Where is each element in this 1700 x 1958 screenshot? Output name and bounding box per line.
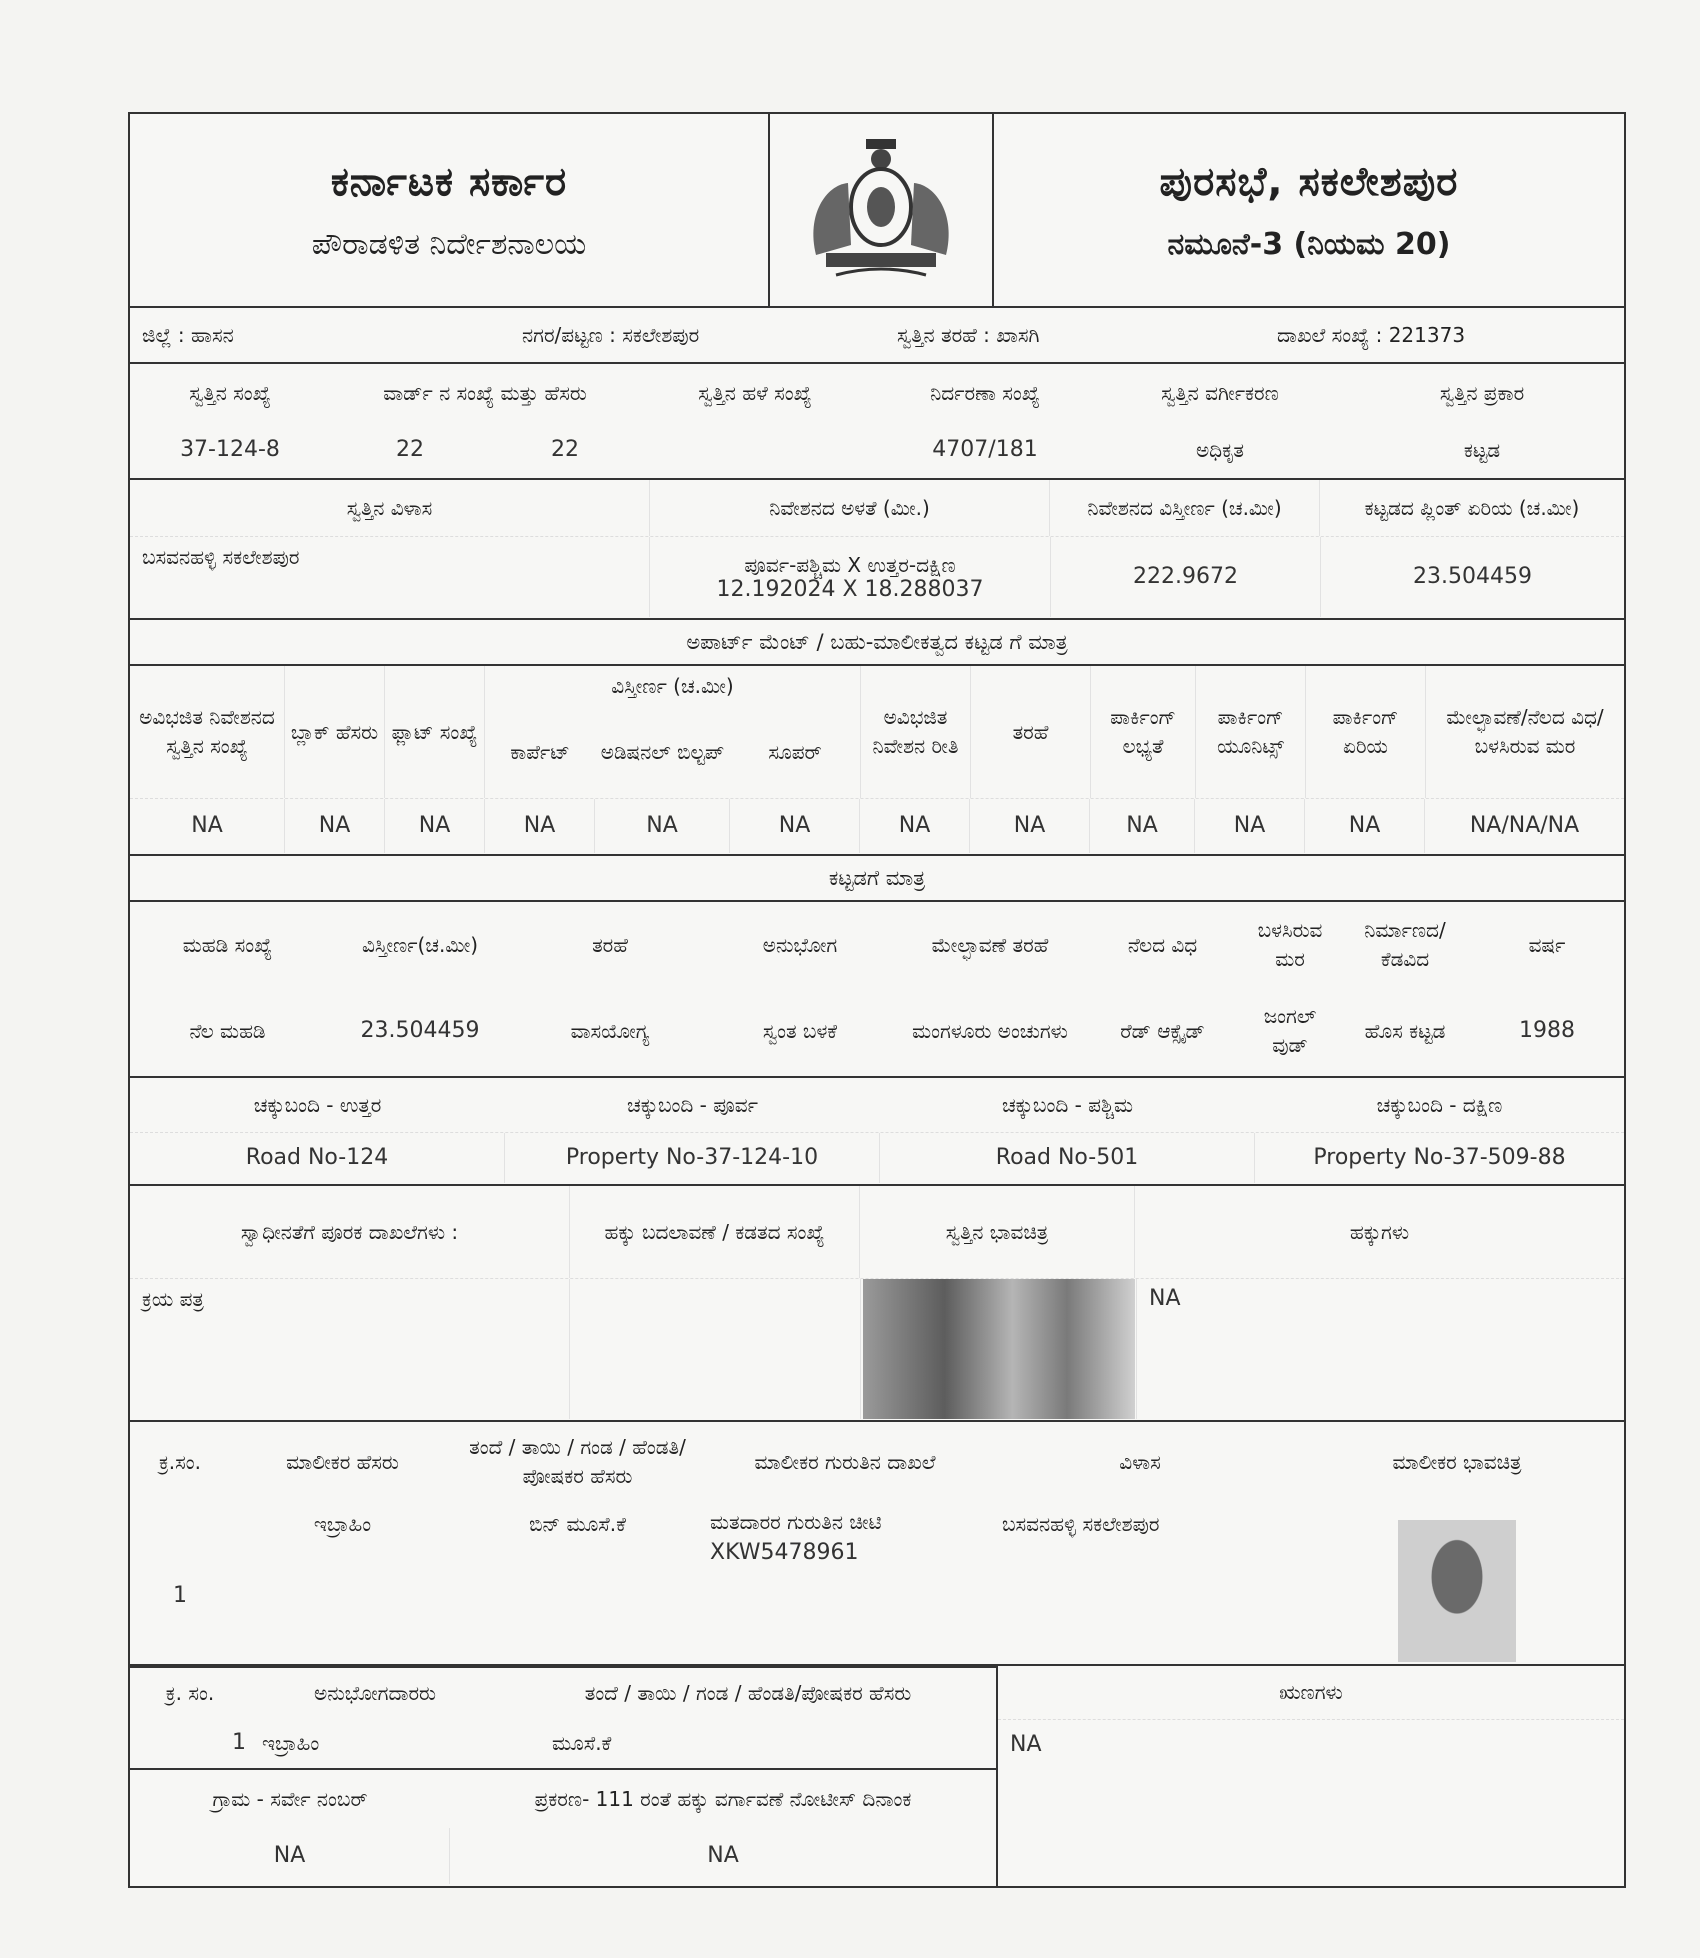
- h-north: ಚಕ್ಕುಬಂದಿ - ಉತ್ತರ: [253, 1092, 382, 1117]
- h-mutation-no: ಹಕ್ಕು ಬದಲಾವಣೆ / ಕಡತದ ಸಂಖ್ಯೆ: [570, 1186, 860, 1278]
- h-old-no: ಸ್ವತ್ತಿನ ಹಳೆ ಸಂಖ್ಯೆ: [698, 380, 812, 405]
- owner-id-type: ಮತದಾರರ ಗುರುತಿನ ಚೀಟಿ: [710, 1510, 882, 1534]
- emblem-box: [770, 114, 994, 306]
- old-no: [640, 422, 870, 478]
- municipality-title: ಪುರಸಭೆ, ಸಕಲೇಶಪುರ: [1159, 158, 1459, 205]
- form-number: ನಮೂನೆ-3 (ನಿಯಮ 20): [1167, 226, 1451, 262]
- h-apt-type: ತರಹೆ: [971, 666, 1091, 798]
- govt-title: ಕರ್ನಾಟಕ ಸರ್ಕಾರ: [330, 158, 568, 205]
- apt-value: NA: [1195, 799, 1305, 853]
- survey-section: [128, 1770, 998, 1888]
- h-floor-type: ನೆಲದ ವಿಧ: [1127, 932, 1198, 957]
- apartment-title: ಅಪಾರ್ಟ್ ಮೆಂಟ್ / ಬಹು-ಮಾಲೀಕತ್ವದ ಕಟ್ಟಡ ಗೆ ಮಾತ್ರ: [686, 629, 1068, 654]
- h-owner-parent: ತಂದೆ / ತಾಯಿ / ಗಂಡ / ಹೆಂಡತಿ/ಪೋಷಕರ ಹೆಸರು: [469, 1435, 686, 1488]
- floor-area: 23.504459: [360, 1018, 480, 1044]
- h-carpet: ಕಾರ್ಪೆಟ್: [510, 739, 570, 764]
- h-owner-address: ವಿಳಾಸ: [1119, 1449, 1161, 1474]
- h-block: ಬ್ಲಾಕ್ ಹೆಸರು: [285, 666, 385, 798]
- h-ward: ವಾರ್ಡ್ ನ ಸಂಖ್ಯೆ ಮತ್ತು ಹೆಸರು: [383, 380, 587, 405]
- loans-section: [998, 1666, 1626, 1888]
- floor-type: ರೆಡ್ ಆಕ್ಸೈಡ್: [1120, 1018, 1205, 1043]
- dimension-value: 12.192024 X 18.288037: [716, 576, 984, 602]
- wood: ಜಂಗಲ್ ವುಡ್: [1263, 1004, 1317, 1057]
- h-dimension: ನಿವೇಶನದ ಅಳತೆ (ಮೀ.): [650, 480, 1050, 536]
- apt-value: NA: [285, 799, 385, 853]
- form-header: [128, 112, 1626, 308]
- mutation-no: [570, 1279, 861, 1419]
- owners-section: [128, 1422, 1626, 1666]
- h-parking-units: ಪಾರ್ಕಿಂಗ್ ಯೂನಿಟ್ಸ್: [1196, 666, 1306, 798]
- h-owner-photo: ಮಾಲೀಕರ ಭಾವಚಿತ್ರ: [1392, 1449, 1522, 1474]
- h-loans: ಋಣಗಳು: [998, 1666, 1624, 1720]
- classification: ಅಧಿಕೃತ: [1195, 437, 1245, 462]
- apartment-section: [128, 666, 1626, 856]
- apt-value: NA: [485, 799, 595, 853]
- h-plinth-area: ಕಟ್ಟಡದ ಪ್ಲಿಂತ್ ಏರಿಯ (ಚ.ಮೀ): [1364, 495, 1580, 520]
- h-undivided-method: ಅವಿಭಜಿತ ನಿವೇಶನ ರೀತಿ: [861, 666, 971, 798]
- occupancy: ಸ್ವಂತ ಬಳಕೆ: [762, 1018, 838, 1043]
- loans-value: NA: [1010, 1732, 1042, 1758]
- h-kind: ಸ್ವತ್ತಿನ ಪ್ರಕಾರ: [1439, 380, 1525, 405]
- apt-value: NA: [970, 799, 1090, 853]
- bottom-section: [128, 1666, 1626, 1888]
- kind: ಕಟ್ಟಡ: [1463, 437, 1501, 462]
- ward-no: 22: [396, 437, 424, 463]
- address-section: [128, 480, 1626, 620]
- h-address: ಸ್ವತ್ತಿನ ವಿಳಾಸ: [130, 480, 650, 536]
- documents-section: [128, 1186, 1626, 1422]
- header-left: [130, 114, 770, 306]
- occupant-parent: ಮೂಸೆ.ಕೆ: [552, 1730, 612, 1755]
- owner-sl: 1: [173, 1583, 187, 1609]
- construction: ಹೊಸ ಕಟ್ಟಡ: [1364, 1018, 1446, 1043]
- h-roof-type: ಮೇಲ್ಛಾವಣೆ ತರಹೆ: [931, 932, 1049, 957]
- h-occupant-sl: ಕ್ರ. ಸಂ.: [165, 1680, 215, 1705]
- owner-address: ಬಸವನಹಳ್ಳಿ ಸಕಲೇಶಪುರ: [1002, 1512, 1160, 1536]
- h-undivided-no: ಅವಿಭಜಿತ ನಿವೇಶನದ ಸ್ವತ್ತಿನ ಸಂಖ್ಯೆ: [130, 666, 285, 798]
- occupant-name: ಇಬ್ರಾಹಿಂ: [262, 1730, 320, 1755]
- dimension-label: ಪೂರ್ವ-ಪಶ್ಚಿಮ X ಉತ್ತರ-ದಕ್ಷಿಣ: [744, 552, 956, 577]
- owner-photo: [1398, 1520, 1516, 1662]
- owner-parent: ಬಿನ್ ಮೂಸೆ.ಕೆ: [529, 1512, 626, 1536]
- h-usage-type: ತರಹೆ: [592, 932, 628, 957]
- property-photo: [863, 1279, 1135, 1419]
- h-owner-name: ಮಾಲೀಕರ ಹೆಸರು: [286, 1449, 399, 1474]
- occupants-block: [128, 1666, 998, 1888]
- h-supporting-docs: ಸ್ವಾಧೀನತೆಗೆ ಪೂರಕ ದಾಖಲೆಗಳು :: [130, 1186, 570, 1278]
- property-form: [128, 112, 1626, 1888]
- h-assessment-no: ನಿರ್ದರಣಾ ಸಂಖ್ಯೆ: [930, 380, 1040, 405]
- south-boundary: Property No-37-509-88: [1313, 1145, 1566, 1171]
- survey-value: NA: [130, 1828, 450, 1884]
- h-parking-area: ಪಾರ್ಕಿಂಗ್ ಏರಿಯ: [1306, 666, 1426, 798]
- h-site-area: ನಿವೇಶನದ ವಿಸ್ತೀರ್ಣ (ಚ.ಮೀ): [1050, 480, 1320, 536]
- notice-value: NA: [707, 1843, 739, 1869]
- occupant-sl: 1: [232, 1730, 246, 1756]
- apt-value: NA: [130, 799, 285, 853]
- h-south: ಚಕ್ಕುಬಂದಿ - ದಕ್ಷಿಣ: [1376, 1092, 1503, 1117]
- deed-type: ಕ್ರಯ ಪತ್ರ: [130, 1279, 570, 1419]
- apt-value: NA: [385, 799, 485, 853]
- h-floor: ಮಹಡಿ ಸಂಖ್ಯೆ: [182, 932, 273, 957]
- rights-value: NA: [1149, 1286, 1181, 1311]
- karnataka-emblem-icon: [796, 135, 966, 285]
- h-flat: ಫ್ಲಾಟ್ ಸಂಖ್ಯೆ: [385, 666, 485, 798]
- apt-value: NA: [860, 799, 970, 853]
- north-boundary: Road No-124: [130, 1133, 505, 1183]
- roof-type: ಮಂಗಳೂರು ಅಂಚುಗಳು: [912, 1018, 1068, 1043]
- h-classification: ಸ್ವತ್ತಿನ ವರ್ಗೀಕರಣ: [1161, 380, 1279, 405]
- site-area: 222.9672: [1051, 537, 1321, 617]
- building-title: ಕಟ್ಟಡಗೆ ಮಾತ್ರ: [828, 865, 926, 890]
- apartment-title-row: [128, 620, 1626, 666]
- header-right: [994, 114, 1624, 306]
- ward-name: 22: [551, 437, 579, 463]
- h-rights: ಹಕ್ಕುಗಳು: [1349, 1219, 1410, 1244]
- building-title-row: [128, 856, 1626, 902]
- record-number: ದಾಖಲೆ ಸಂಖ್ಯೆ : 221373: [1277, 322, 1466, 347]
- address-value: ಬಸವನಹಳ್ಳಿ ಸಕಲೇಶಪುರ: [130, 537, 650, 617]
- h-roof-floor-wood: ಮೇಲ್ಛಾವಣೆ/ನೆಲದ ವಿಧ/ಬಳಸಿರುವ ಮರ: [1446, 705, 1604, 758]
- h-floor-area: ವಿಸ್ತೀರ್ಣ(ಚ.ಮೀ): [361, 932, 479, 957]
- h-owner-id: ಮಾಲೀಕರ ಗುರುತಿನ ದಾಖಲೆ: [754, 1449, 936, 1474]
- h-occupant-parent: ತಂದೆ / ತಾಯಿ / ಗಂಡ / ಹೆಂಡತಿ/ಪೋಷಕರ ಹೆಸರು: [584, 1680, 912, 1705]
- h-wood: ಬಳಸಿರುವ ಮರ: [1257, 918, 1323, 971]
- property-type: ಸ್ವತ್ತಿನ ತರಹೆ : ಖಾಸಗಿ: [897, 322, 1040, 347]
- usage-type: ವಾಸಯೋಗ್ಯ: [570, 1018, 650, 1043]
- owner-name: ಇಬ್ರಾಹಿಂ: [313, 1512, 372, 1536]
- h-construction: ನಿರ್ಮಾಣದ/ ಕೆಡವಿದ: [1364, 918, 1446, 971]
- plinth-area: 23.504459: [1413, 564, 1532, 590]
- assessment-no: 4707/181: [932, 437, 1038, 463]
- apt-value: NA: [1090, 799, 1195, 853]
- owner-id-number: XKW5478961: [710, 1540, 859, 1565]
- h-parking-availability: ಪಾರ್ಕಿಂಗ್ ಲಭ್ಯತೆ: [1091, 666, 1196, 798]
- h-occupancy: ಅನುಭೋಗ: [762, 932, 838, 957]
- east-boundary: Property No-37-124-10: [505, 1133, 880, 1183]
- occupants-section: [128, 1666, 998, 1770]
- h-year: ವರ್ಷ: [1528, 932, 1566, 957]
- h-additional: ಅಡಿಷನಲ್ ಬಿಲ್ಟಪ್: [600, 739, 725, 764]
- district: ಜಿಲ್ಲೆ : ಹಾಸನ: [142, 322, 234, 347]
- property-section: [128, 364, 1626, 480]
- apt-value: NA: [595, 799, 730, 853]
- h-occupant-name: ಅನುಭೋಗದಾರರು: [314, 1680, 436, 1705]
- h-area: ವಿಸ್ತೀರ್ಣ (ಚ.ಮೀ): [611, 673, 734, 698]
- apt-value: NA: [730, 799, 860, 853]
- meta-row: [128, 308, 1626, 364]
- h-super: ಸೂಪರ್: [768, 739, 822, 764]
- h-notice-date: ಪ್ರಕರಣ- 111 ರಂತೆ ಹಕ್ಕು ವರ್ಗಾವಣೆ ನೋಟೀಸ್ ದಿನಾಂಕ: [534, 1786, 912, 1811]
- h-property-no: ಸ್ವತ್ತಿನ ಸಂಖ್ಯೆ: [189, 380, 271, 405]
- floor: ನೆಲ ಮಹಡಿ: [189, 1018, 266, 1043]
- h-owner-sl: ಕ್ರ.ಸಂ.: [158, 1449, 202, 1474]
- apt-value: NA/NA/NA: [1469, 813, 1580, 839]
- building-section: [128, 902, 1626, 1078]
- boundaries-section: [128, 1078, 1626, 1186]
- h-property-photo: ಸ್ವತ್ತಿನ ಭಾವಚಿತ್ರ: [860, 1186, 1135, 1278]
- property-no: 37-124-8: [180, 437, 280, 463]
- west-boundary: Road No-501: [880, 1133, 1255, 1183]
- year: 1988: [1519, 1018, 1575, 1044]
- h-survey: ಗ್ರಾಮ - ಸರ್ವೇ ನಂಬರ್: [212, 1786, 368, 1811]
- directorate-title: ಪೌರಾಡಳಿತ ನಿರ್ದೇಶನಾಲಯ: [311, 226, 587, 262]
- h-east: ಚಕ್ಕುಬಂದಿ - ಪೂರ್ವ: [627, 1092, 758, 1117]
- h-west: ಚಕ್ಕುಬಂದಿ - ಪಶ್ಚಿಮ: [1002, 1092, 1133, 1117]
- apt-value: NA: [1305, 799, 1425, 853]
- town: ನಗರ/ಪಟ್ಟಣ : ಸಕಲೇಶಪುರ: [522, 322, 700, 347]
